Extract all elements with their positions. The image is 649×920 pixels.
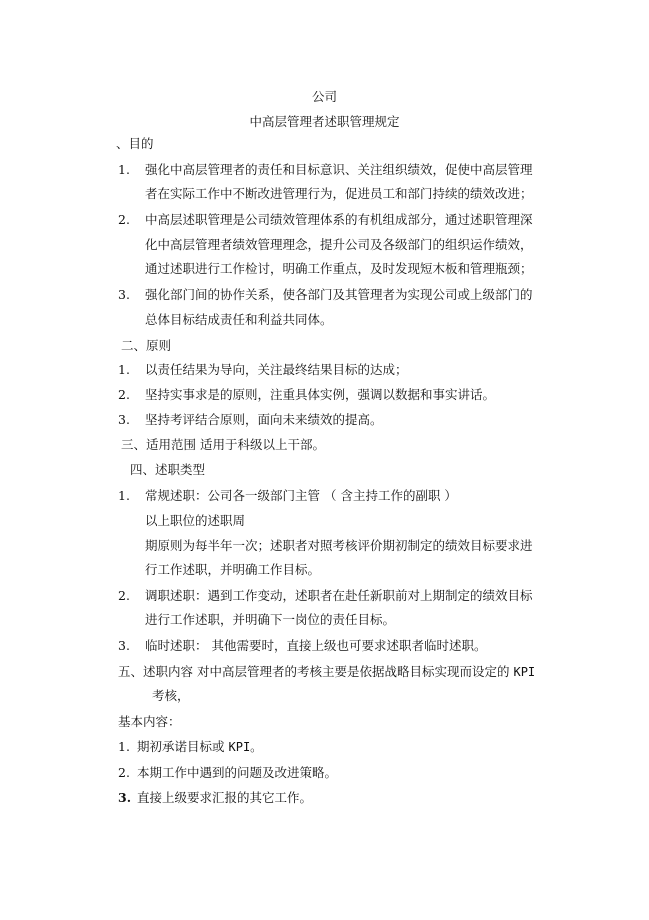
- list-number: 1.: [118, 162, 130, 177]
- section-heading-principles: 二、原则: [121, 338, 172, 353]
- list-item-text-main: 期初承诺目标或: [137, 739, 225, 754]
- list-item-text: 中高层述职管理是公司绩效管理体系的有机组成部分，通过述职管理深: [145, 212, 533, 227]
- list-item-text: 常规述职：公司各一级部门主管 （ 含主持工作的副职 ）: [145, 488, 457, 503]
- list-item-text: 以上职位的述职周: [145, 513, 246, 528]
- section-scope: 三、适用范围 适用于科级以上干部。: [121, 437, 325, 452]
- section-content-continuation: 考核，: [152, 688, 190, 703]
- list-item-text: 化中高层管理者绩效管理理念，提升公司及各级部门的组织运作绩效，: [145, 237, 533, 252]
- company-label: 公司: [311, 89, 337, 104]
- list-item-text: 进行工作述职，并明确下一岗位的责任目标。: [145, 612, 396, 627]
- list-item-text: 坚持考评结合原则，面向未来绩效的提高。: [145, 412, 383, 427]
- list-item-text: 行工作述职，并明确工作目标。: [145, 562, 321, 577]
- section-heading-purpose: 、目的: [116, 136, 154, 151]
- list-number: 2.: [118, 387, 130, 402]
- list-item-text: 坚持实事求是的原则，注重具体实例，强调以数据和事实讲话。: [145, 387, 496, 402]
- list-item-text: 本期工作中遇到的问题及改进策略。: [137, 765, 338, 780]
- list-item-text: 调职述职：遇到工作变动，述职者在赴任新职前对上期制定的绩效目标: [145, 588, 533, 603]
- document-title: 中高层管理者述职管理规定: [249, 114, 400, 129]
- section-content-text: 五、述职内容 对中高层管理者的考核主要是依据战略目标实现而设定的: [118, 664, 510, 679]
- list-item-text: [137, 739, 262, 755]
- list-item-text: 通过述职进行工作检讨，明确工作重点，及时发现短木板和管理瓶颈；: [145, 261, 533, 276]
- basic-content-heading: 基本内容：: [118, 714, 181, 729]
- list-number: 3.: [118, 638, 130, 653]
- list-item-text: 期原则为每半年一次；述职者对照考核评价期初制定的绩效目标要求进: [145, 538, 533, 553]
- list-item-text: 临时述职： 其他需要时，直接上级也可要求述职者临时述职。: [145, 638, 487, 653]
- list-item-text: 以责任结果为导向，关注最终结果目标的达成；: [145, 362, 408, 377]
- list-number: 1.: [118, 488, 130, 503]
- list-number: 3.: [118, 287, 130, 302]
- list-item-text: 强化部门间的协作关系，使各部门及其管理者为实现公司或上级部门的: [145, 287, 533, 302]
- kpi-label: KPI: [513, 665, 536, 679]
- list-number: 2.: [118, 765, 130, 780]
- list-item-text: 总体目标结成责任和利益共同体。: [145, 312, 333, 327]
- list-item-text: 直接上级要求汇报的其它工作。: [137, 790, 313, 805]
- list-number: 1.: [118, 739, 130, 754]
- list-number: 1.: [118, 362, 130, 377]
- list-item-text: 者在实际工作中不断改进管理行为，促进员工和部门持续的绩效改进；: [145, 186, 533, 201]
- section-content-line: [118, 664, 535, 680]
- kpi-label: KPI。: [228, 740, 263, 754]
- list-item-text: 强化中高层管理者的责任和目标意识、关注组织绩效，促使中高层管理: [145, 162, 533, 177]
- list-number: 2.: [118, 588, 130, 603]
- list-number: 2.: [118, 212, 130, 227]
- list-number: 3.: [118, 790, 132, 805]
- section-heading-types: 四、述职类型: [130, 462, 206, 477]
- list-number: 3.: [118, 412, 130, 427]
